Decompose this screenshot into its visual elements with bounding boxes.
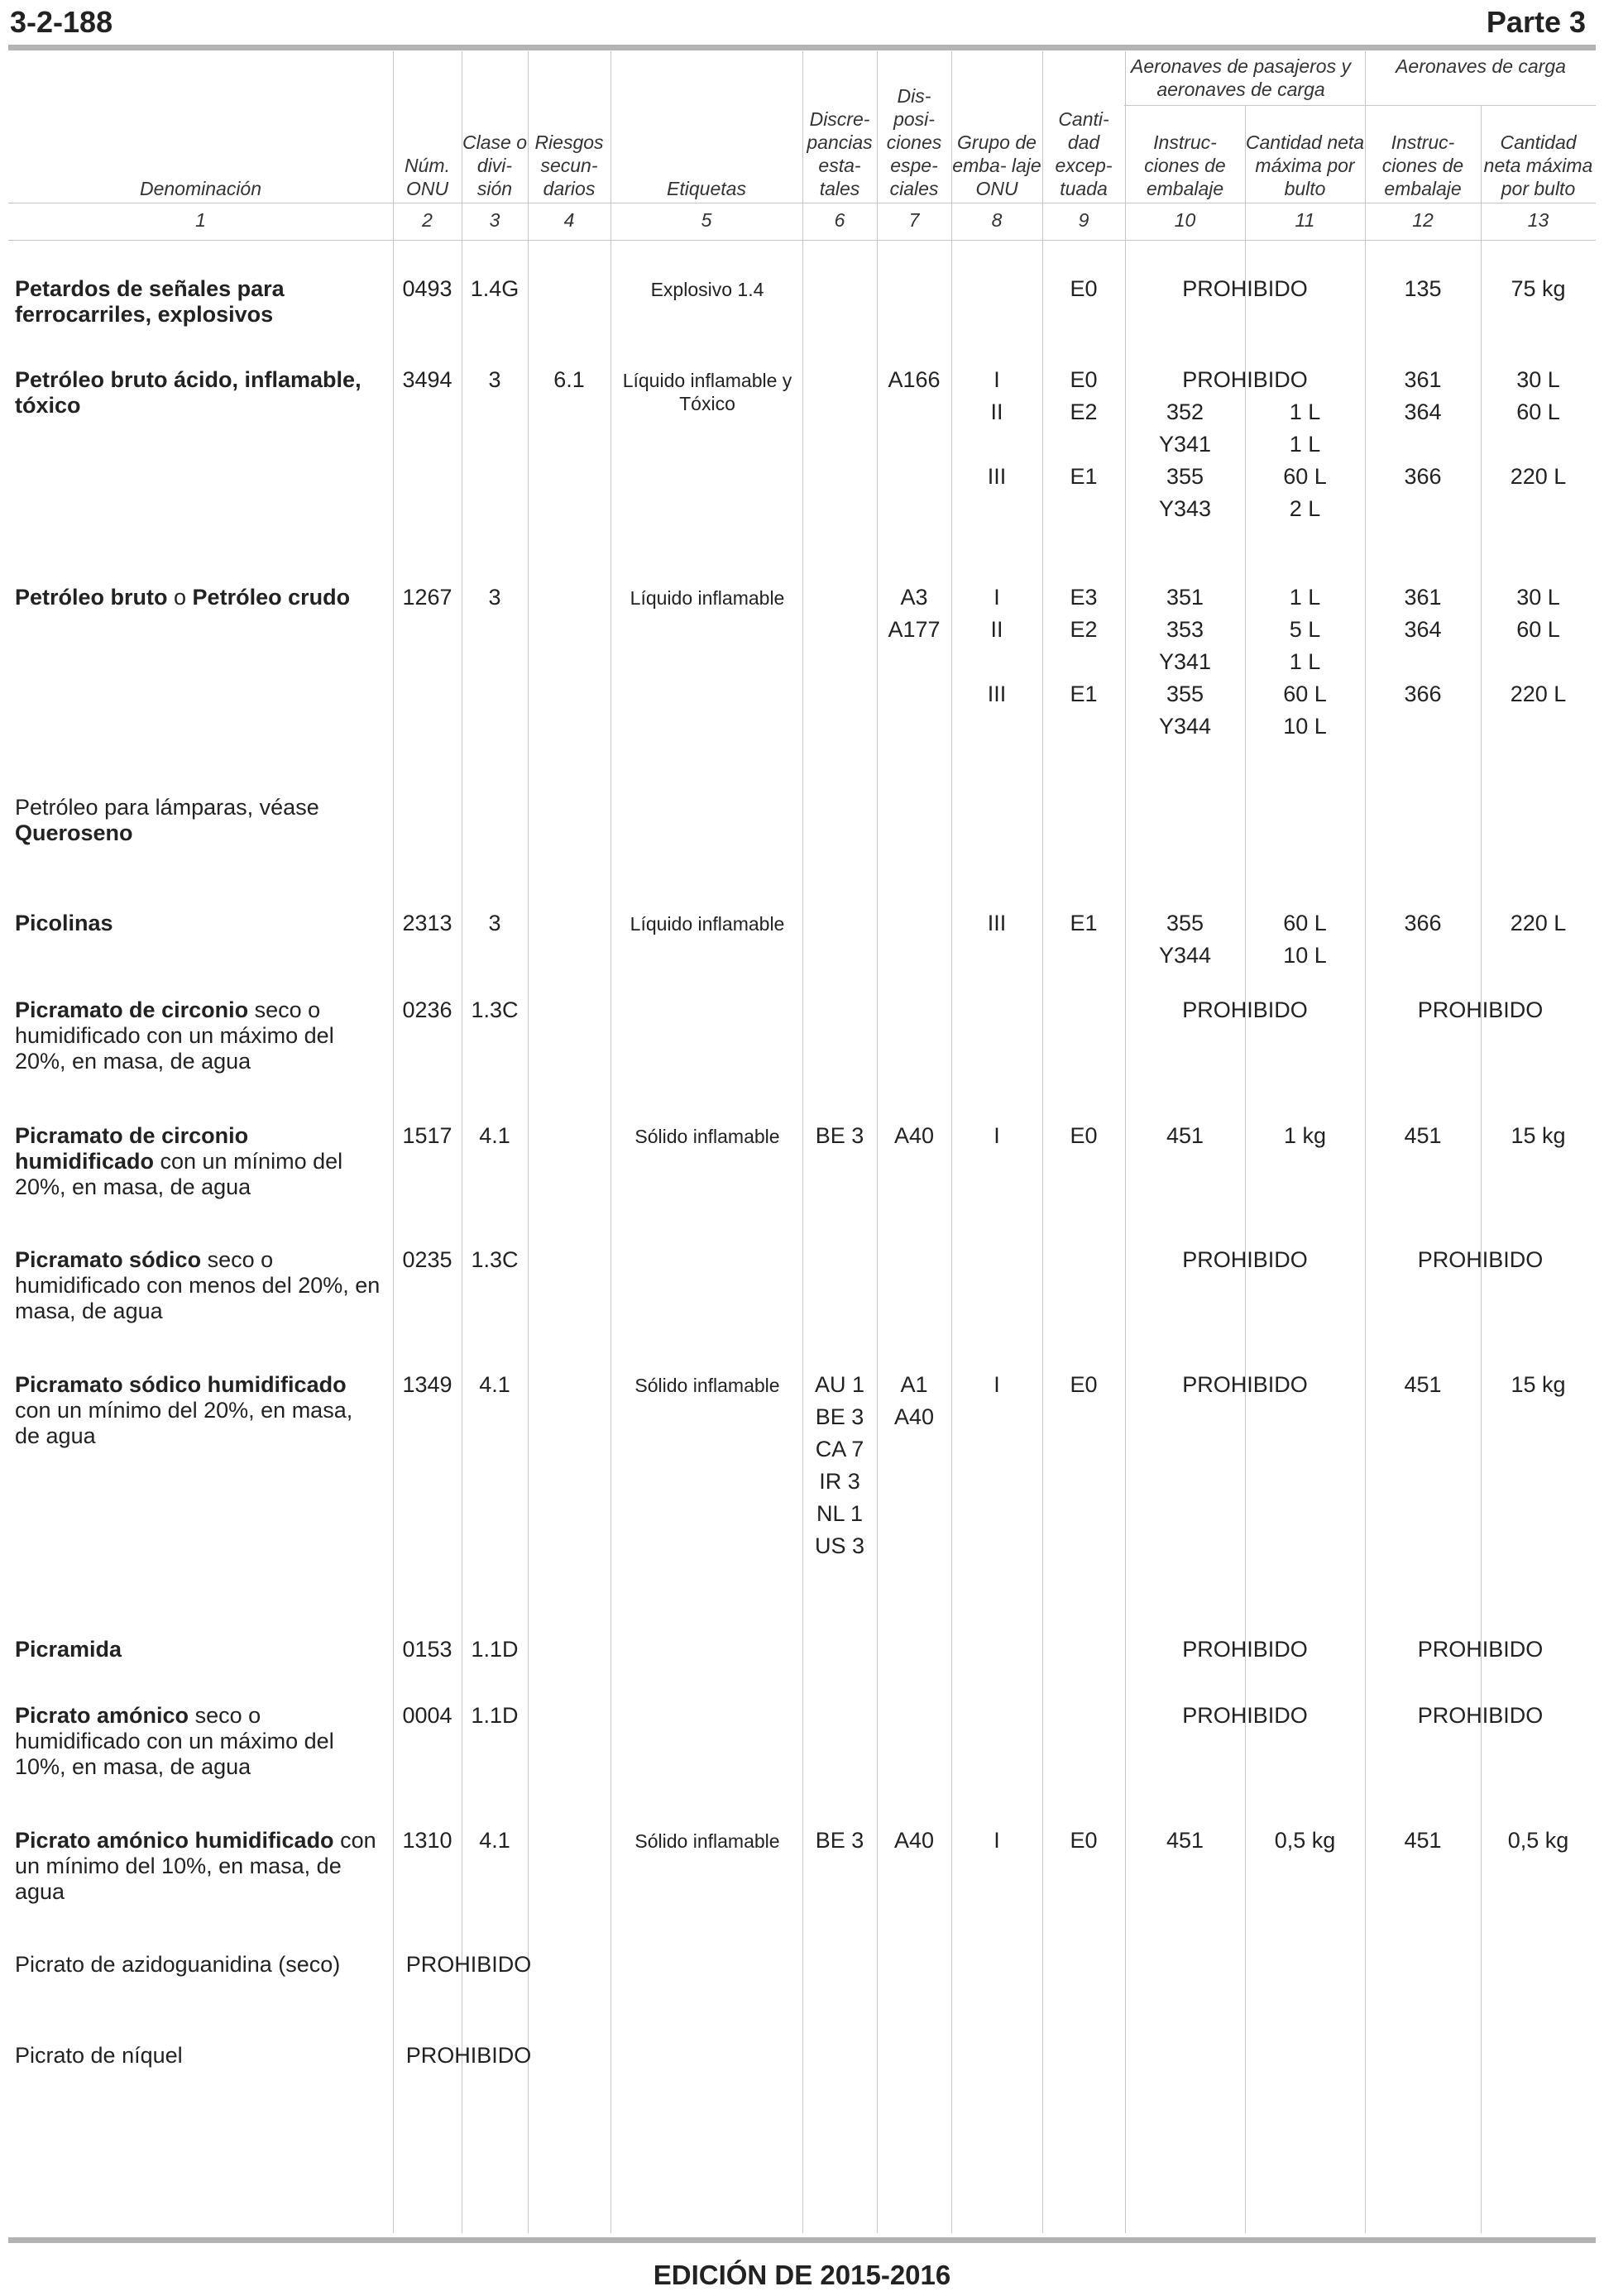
cargo-max-quantity: 0,5 kg	[1507, 1828, 1569, 1853]
cargo-prohibited: PROHIBIDO	[1417, 997, 1544, 1022]
un-number: 0153	[402, 1637, 452, 1662]
entry-name-bold: Picolinas	[15, 911, 113, 935]
passenger-packing-instruction: 451	[1166, 1123, 1204, 1148]
excepted-quantity: E1	[1070, 911, 1098, 935]
entry-name	[15, 997, 383, 1074]
un-number: 0004	[402, 1703, 452, 1728]
column-header: Instruc- ciones de embalaje	[1381, 132, 1464, 199]
cargo-prohibited: PROHIBIDO	[1417, 1247, 1544, 1272]
cargo-max-quantity: 75 kg	[1511, 276, 1566, 301]
column-header: Grupo de emba- laje ONU	[952, 132, 1041, 199]
passenger-packing-instruction: 355 Y344	[1158, 911, 1212, 968]
passenger-max-quantity: 1 kg	[1283, 1123, 1327, 1148]
special-provisions: A166	[888, 367, 941, 392]
entry-name-bold: Picramato sódico humidificado	[15, 1372, 347, 1397]
entry-name-rest: con un mínimo del 10%, en masa, de agua	[15, 1828, 376, 1904]
special-provisions: A1 A40	[893, 1372, 935, 1429]
entry-name	[15, 1703, 383, 1780]
packing-group: I	[994, 1372, 1000, 1397]
entry-name-bold: Picramato de circonio humidificado	[15, 1123, 249, 1174]
prohibited-text: PROHIBIDO	[405, 1952, 532, 1977]
entry-name-bold: Picramato de circonio	[15, 997, 249, 1022]
column-number: 4	[563, 209, 575, 231]
excepted-quantity: E0	[1070, 276, 1098, 301]
column-divider	[610, 51, 611, 2233]
entry-name-bold: Petardos de señales para ferrocarriles, explosivos	[15, 276, 285, 327]
cargo-prohibited: PROHIBIDO	[1417, 1703, 1544, 1728]
entry-name-bold: Petróleo crudo	[192, 585, 351, 610]
hazard-label: Explosivo 1.4	[650, 279, 764, 300]
entry-name	[15, 911, 383, 936]
column-header: Riesgos secun- darios	[534, 132, 604, 199]
entry-name	[15, 585, 383, 610]
entry-name	[15, 1247, 383, 1324]
column-number: 11	[1295, 209, 1315, 231]
passenger-prohibited: PROHIBIDO	[1182, 367, 1308, 392]
passenger-max-quantity: 60 L 10 L	[1283, 911, 1327, 968]
excepted-quantity: E3 E2 E1	[1070, 585, 1098, 706]
class-division: 4.1	[479, 1828, 510, 1853]
column-number: 12	[1412, 209, 1434, 231]
column-number: 6	[834, 209, 845, 231]
colnum-divider	[8, 240, 1596, 241]
passenger-prohibited: PROHIBIDO	[1182, 1247, 1308, 1272]
group-header-passenger: Aeronaves de pasajeros y aeronaves de carga	[1131, 55, 1351, 100]
hazard-label: Líquido inflamable y Tóxico	[622, 370, 792, 414]
un-number: 1310	[402, 1828, 452, 1853]
un-number: 1267	[402, 585, 452, 610]
passenger-packing-instruction: 351 353 Y341 355 Y344	[1158, 585, 1212, 739]
column-number: 9	[1078, 209, 1089, 231]
entry-name-rest: seco o humidificado con un máximo del 20%, en masa, de agua	[15, 997, 334, 1074]
entry-name-plain: Picrato de níquel	[15, 2043, 183, 2068]
entry-name-bold: Petróleo bruto ácido, inflamable, tóxico	[15, 367, 361, 418]
column-header: Instruc- ciones de embalaje	[1144, 132, 1226, 199]
cargo-max-quantity: 15 kg	[1511, 1372, 1566, 1397]
column-number: 5	[701, 209, 712, 231]
cargo-max-quantity: 30 L 60 L 220 L	[1510, 367, 1567, 489]
un-number: 0493	[402, 276, 452, 301]
cargo-packing-instruction: 451	[1404, 1372, 1442, 1397]
packing-group: I II III	[987, 367, 1007, 489]
class-division: 3	[488, 911, 501, 935]
excepted-quantity: E0 E2 E1	[1070, 367, 1098, 489]
entry-name	[15, 2043, 383, 2069]
group-divider	[1124, 105, 1596, 106]
entry-name-bold: Petróleo bruto	[15, 585, 168, 610]
state-variations: AU 1 BE 3 CA 7 IR 3 NL 1 US 3	[814, 1372, 865, 1558]
entry-name	[15, 1952, 383, 1978]
entry-name	[15, 367, 383, 419]
bottom-rule	[8, 2237, 1596, 2243]
state-variations: BE 3	[815, 1123, 864, 1148]
hazard-label: Líquido inflamable	[630, 913, 785, 935]
class-division: 4.1	[479, 1123, 510, 1148]
entry-name	[15, 276, 383, 328]
excepted-quantity: E0	[1070, 1372, 1098, 1397]
cargo-packing-instruction: 451	[1404, 1123, 1442, 1148]
column-header: Núm. ONU	[405, 155, 450, 199]
column-header: Denominación	[139, 178, 262, 199]
passenger-prohibited: PROHIBIDO	[1182, 997, 1308, 1022]
column-number: 3	[489, 209, 500, 231]
special-provisions: A3 A177	[888, 585, 941, 642]
class-division: 1.1D	[471, 1637, 519, 1662]
entry-name	[15, 1637, 383, 1662]
class-division: 3	[488, 367, 501, 392]
subsidiary-risk: 6.1	[553, 367, 585, 392]
cargo-packing-instruction: 135	[1404, 276, 1442, 301]
packing-group: I II III	[987, 585, 1007, 706]
cargo-max-quantity: 220 L	[1510, 911, 1567, 935]
page-code: 3-2-188	[10, 5, 113, 39]
passenger-prohibited: PROHIBIDO	[1182, 1637, 1308, 1662]
passenger-packing-instruction: 352 Y341 355 Y343	[1158, 399, 1212, 521]
passenger-packing-instruction: 451	[1166, 1828, 1204, 1853]
top-rule	[8, 45, 1596, 50]
un-number: 0236	[402, 997, 452, 1022]
column-number: 10	[1174, 209, 1196, 231]
packing-group: III	[987, 911, 1007, 935]
state-variations: BE 3	[815, 1828, 864, 1853]
passenger-prohibited: PROHIBIDO	[1182, 1372, 1308, 1397]
entry-name-plain: Picrato de azidoguanidina (seco)	[15, 1952, 341, 1977]
passenger-max-quantity: 0,5 kg	[1274, 1828, 1336, 1853]
un-number: 3494	[402, 367, 452, 392]
hazard-label: Líquido inflamable	[630, 587, 785, 609]
entry-name	[15, 795, 383, 846]
entry-name-rest: seco o humidificado con un máximo del 10%, en masa, de agua	[15, 1703, 334, 1779]
un-number: 0235	[402, 1247, 452, 1272]
column-number: 8	[991, 209, 1003, 231]
column-header: Clase o divi- sión	[462, 132, 527, 199]
class-division: 3	[488, 585, 501, 610]
entry-name-rest: con un mínimo del 20%, en masa, de agua	[15, 1398, 353, 1448]
group-header-cargo: Aeronaves de carga	[1396, 55, 1566, 77]
column-header: Cantidad neta máxima por bulto	[1483, 132, 1593, 199]
page-part: Parte 3	[1486, 5, 1586, 39]
entry-name-rest: seco o humidificado con menos del 20%, en masa, de agua	[15, 1247, 381, 1323]
cargo-max-quantity: 15 kg	[1511, 1123, 1566, 1148]
hazard-label: Sólido inflamable	[634, 1830, 780, 1852]
special-provisions: A40	[893, 1828, 935, 1853]
passenger-prohibited: PROHIBIDO	[1182, 276, 1308, 301]
un-number: 1349	[402, 1372, 452, 1397]
class-division: 4.1	[479, 1372, 510, 1397]
class-division: 1.4G	[470, 276, 520, 301]
entry-name-bold: Picramida	[15, 1637, 122, 1662]
prohibited-text: PROHIBIDO	[405, 2043, 532, 2068]
cargo-packing-instruction: 361 364 366	[1404, 585, 1442, 706]
passenger-max-quantity: 1 L 5 L 1 L 60 L 10 L	[1283, 585, 1327, 739]
class-division: 1.1D	[471, 1703, 519, 1728]
cargo-packing-instruction: 451	[1404, 1828, 1442, 1853]
un-number: 1517	[402, 1123, 452, 1148]
cargo-max-quantity: 30 L 60 L 220 L	[1510, 585, 1567, 706]
column-number: 1	[195, 209, 206, 231]
entry-name	[15, 1123, 383, 1200]
excepted-quantity: E0	[1070, 1828, 1098, 1853]
column-header: Dis- posi- ciones espe- ciales	[886, 85, 942, 199]
page-footer: EDICIÓN DE 2015-2016	[653, 2260, 951, 2290]
entry-name-bold: Picrato amónico humidificado	[15, 1828, 334, 1853]
entry-name-bold: Picrato amónico	[15, 1703, 189, 1728]
un-number: 2313	[402, 911, 452, 935]
special-provisions: A40	[893, 1123, 935, 1148]
packing-group: I	[994, 1828, 1000, 1853]
entry-name-plain: Petróleo para lámparas, véase	[15, 795, 319, 820]
entry-name	[15, 1372, 383, 1449]
class-division: 1.3C	[471, 1247, 519, 1272]
entry-name-bold: Picramato sódico	[15, 1247, 202, 1272]
column-number: 13	[1527, 209, 1549, 231]
entry-name-bold: Queroseno	[15, 820, 133, 845]
page-header	[10, 5, 1594, 38]
cargo-packing-instruction: 361 364 366	[1404, 367, 1442, 489]
column-header: Discre- pancias esta- tales	[807, 108, 873, 199]
excepted-quantity: E0	[1070, 1123, 1098, 1148]
hazard-label: Sólido inflamable	[634, 1126, 780, 1147]
column-header: Canti- dad excep- tuada	[1055, 108, 1113, 199]
entry-name-rest: o	[167, 585, 193, 610]
cargo-prohibited: PROHIBIDO	[1417, 1637, 1544, 1662]
column-header: Etiquetas	[667, 178, 746, 199]
class-division: 1.3C	[471, 997, 519, 1022]
column-number: 2	[422, 209, 433, 231]
entry-name	[15, 1828, 383, 1905]
passenger-max-quantity: 1 L 1 L 60 L 2 L	[1283, 399, 1327, 521]
packing-group: I	[994, 1123, 1000, 1148]
passenger-prohibited: PROHIBIDO	[1182, 1703, 1308, 1728]
column-header: Cantidad neta máxima por bulto	[1245, 132, 1365, 199]
entry-name-rest: con un mínimo del 20%, en masa, de agua	[15, 1149, 343, 1199]
cargo-packing-instruction: 366	[1404, 911, 1442, 935]
column-number: 7	[908, 209, 920, 231]
hazard-label: Sólido inflamable	[634, 1375, 780, 1396]
